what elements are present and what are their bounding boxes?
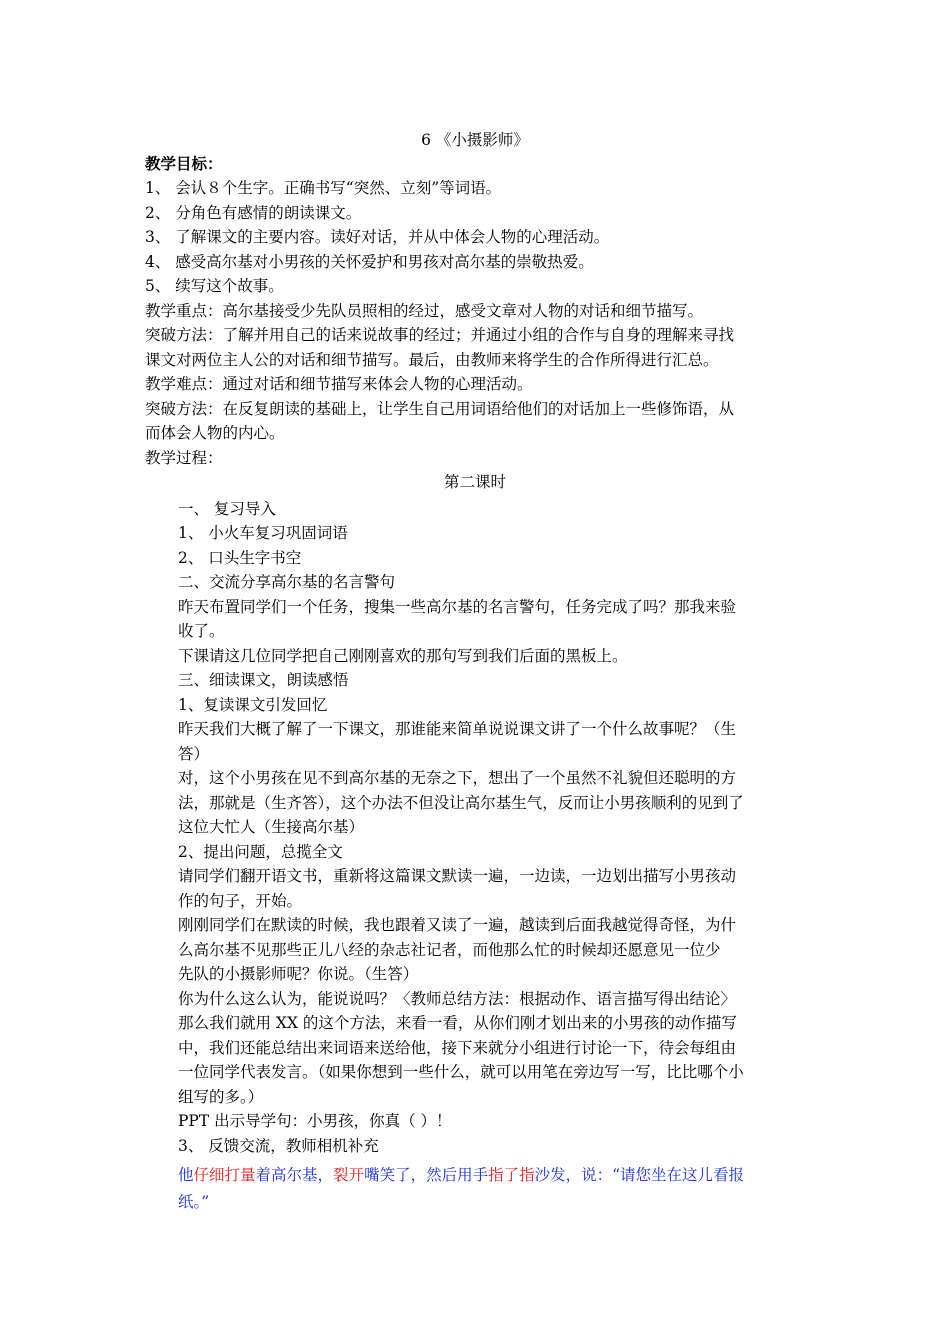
body-line: 法，那就是（生齐答），这个办法不但没让高尔基生气，反而让小男孩顺利的见到了 <box>178 794 744 812</box>
body-line: 1、 小火车复习巩固词语 <box>178 524 348 542</box>
body-line: 下课请这几位同学把自己刚刚喜欢的那句写到我们后面的黑板上。 <box>178 647 628 665</box>
body-line: 1、复读课文引发回忆 <box>178 696 328 714</box>
process-heading: 教学过程： <box>145 449 223 467</box>
objective-item: 3、 了解课文的主要内容。读好对话，并从中体会人物的心理活动。 <box>145 228 610 246</box>
highlight-fragment: 裂开 <box>333 1166 365 1184</box>
body-line: 3、 反馈交流，教师相机补充 <box>178 1137 379 1155</box>
lesson-heading: 第二课时 <box>443 473 506 491</box>
body-line: 那么我们就用 XX 的这个方法，来看一看，从你们刚才划出来的小男孩的动作描写 <box>178 1014 737 1032</box>
difficulty-method-line: 而体会人物的内心。 <box>145 424 285 442</box>
highlight-fragment: 嘴笑了，然后用手 <box>364 1166 489 1184</box>
section-heading: 一、 复习导入 <box>178 500 276 518</box>
objective-item: 5、 续写这个故事。 <box>145 277 284 295</box>
focus-method-line: 突破方法：了解并用自己的话来说故事的经过；并通过小组的合作与自身的理解来寻找 <box>145 326 735 344</box>
objectives-heading: 教学目标： <box>145 154 223 173</box>
highlight-fragment: 指了指 <box>488 1166 535 1184</box>
section-heading: 二、交流分享高尔基的名言警句 <box>178 573 396 591</box>
body-line: 2、 口头生字书空 <box>178 549 302 567</box>
highlight-sentence-line <box>178 1190 209 1214</box>
body-line: 昨天我们大概了解了一下课文，那谁能来简单说说课文讲了一个什么故事呢？（生 <box>178 720 737 738</box>
teaching-difficulty: 教学难点：通过对话和细节描写来体会人物的心理活动。 <box>145 375 533 393</box>
highlight-fragment: 着高尔基， <box>255 1166 334 1184</box>
teaching-focus: 教学重点：高尔基接受少先队员照相的经过，感受文章对人物的对话和细节描写。 <box>145 302 704 320</box>
body-line: 中，我们还能总结出来词语来送给他，接下来就分小组进行讨论一下，待会每组由 <box>178 1039 737 1057</box>
highlight-fragment: 沙发，说：“请您坐在这儿看报 <box>534 1166 745 1184</box>
highlight-fragment: 他 <box>178 1166 194 1184</box>
body-line: PPT 出示导学句：小男孩，你真（ ）！ <box>178 1112 452 1130</box>
body-line: 收了。 <box>178 622 225 640</box>
body-line: 组写的多。） <box>178 1088 264 1106</box>
section-heading: 三、细读课文，朗读感悟 <box>178 671 349 689</box>
body-line: 对，这个小男孩在见不到高尔基的无奈之下，想出了一个虽然不礼貌但还聪明的方 <box>178 769 737 787</box>
highlight-fragment: 纸。” <box>178 1193 210 1211</box>
highlight-fragment: 仔细打量 <box>193 1166 256 1184</box>
highlight-sentence-line <box>178 1163 744 1187</box>
objective-item: 4、 感受高尔基对小男孩的关怀爱护和男孩对高尔基的崇敬热爱。 <box>145 253 594 271</box>
body-line: 先队的小摄影师呢？你说。（生答） <box>178 965 419 983</box>
body-line: 刚刚同学们在默读的时候，我也跟着又读了一遍，越读到后面我越觉得奇怪，为什 <box>178 916 737 934</box>
body-line: 答） <box>178 745 210 763</box>
body-line: 请同学们翻开语文书，重新将这篇课文默读一遍，一边读，一边划出描写小男孩动 <box>178 867 737 885</box>
body-line: 2、提出问题，总揽全文 <box>178 843 343 861</box>
body-line: 作的句子，开始。 <box>178 892 303 910</box>
document-title: 6 《小摄影师》 <box>421 131 529 149</box>
body-line: 么高尔基不见那些正儿八经的杂志社记者，而他那么忙的时候却还愿意见一位少 <box>178 941 721 959</box>
body-line: 昨天布置同学们一个任务，搜集一些高尔基的名言警句，任务完成了吗？那我来验 <box>178 598 737 616</box>
body-line: 你为什么这么认为，能说说吗？〈教师总结方法：根据动作、语言描写得出结论〉 <box>178 990 737 1008</box>
objective-item: 1、 会认８个生字。正确书写“突然、立刻”等词语。 <box>145 179 502 197</box>
body-line: 这位大忙人（生接高尔基） <box>178 818 365 836</box>
objective-item: 2、 分角色有感情的朗读课文。 <box>145 204 362 222</box>
body-line: 一位同学代表发言。（如果你想到一些什么，就可以用笔在旁边写一写，比比哪个小 <box>178 1063 744 1081</box>
difficulty-method-line: 突破方法：在反复朗读的基础上，让学生自己用词语给他们的对话加上一些修饰语，从 <box>145 400 735 418</box>
focus-method-line: 课文对两位主人公的对话和细节描写。最后，由教师来将学生的合作所得进行汇总。 <box>145 351 719 369</box>
